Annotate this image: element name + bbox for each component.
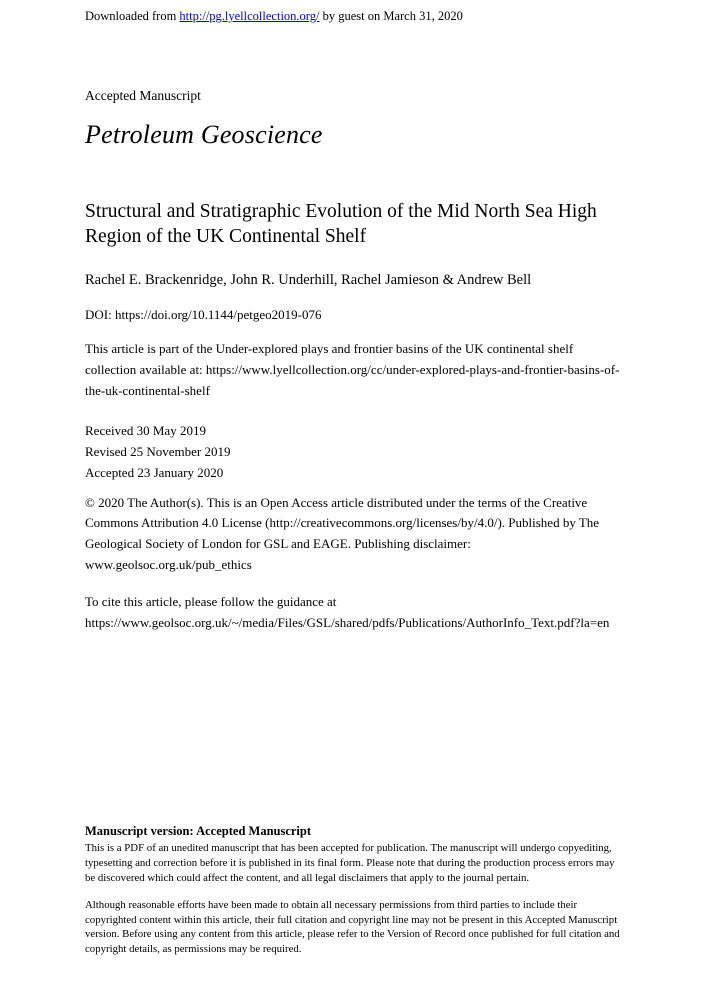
doi-line: DOI: https://doi.org/10.1144/petgeo2019-076 [85, 307, 322, 323]
download-banner-prefix: Downloaded from [85, 9, 180, 23]
revised-date: Revised 25 November 2019 [85, 443, 231, 459]
journal-name: Petroleum Geoscience [85, 120, 323, 150]
received-date: Received 30 May 2019 [85, 422, 206, 438]
footer-disclaimer [85, 824, 627, 957]
accepted-date: Accepted 23 January 2020 [85, 464, 224, 480]
citation-guidance: To cite this article, please follow the guidance at https://www.geolsoc.org.uk/~/media/Files/GSL/shared/pdfs/Publications/AuthorInfo_Text.pdf?la=en [85, 593, 610, 630]
disclaimer-paragraph-2: Although reasonable efforts have been made to obtain all necessary permissions from third parties to include their copyrighted content within this article, their full citation and copyright line may not be present in this Accepted Manuscript version. Before using any content from this article, please refer to the Version of Record once published for full citation and copyright details, as permissions may be required. [85, 898, 620, 956]
download-banner-suffix: by guest on March 31, 2020 [319, 9, 463, 23]
manuscript-status-label: Accepted Manuscript [85, 88, 201, 104]
manuscript-version-heading: Manuscript version: Accepted Manuscript [85, 824, 312, 838]
article-title: Structural and Stratigraphic Evolution of the Mid North Sea High Region of the UK Continental Shelf [85, 201, 597, 248]
collection-note: This article is part of the Under-explored plays and frontier basins of the UK continental shelf collection available at: https://www.lyellcollection.org/cc/under-explored-plays-and-frontier-basins-of-the-uk-continental-shelf [85, 341, 620, 398]
copyright-notice: © 2020 The Author(s). This is an Open Access article distributed under the terms of the Creative Commons Attribution 4.0 License (http://creativecommons.org/licenses/by/4.0/). Published by The Geological Society of London for GSL and EAGE. Publishing disclaimer: www.geolsoc.org.uk/pub_ethics [85, 494, 600, 572]
author-list: Rachel E. Brackenridge, John R. Underhill, Rachel Jamieson & Andrew Bell [85, 272, 532, 289]
disclaimer-paragraph-1: This is a PDF of an unedited manuscript that has been accepted for publication. The manuscript will undergo copyediting, typesetting and correction before it is published in its final form. Please note that during the production process errors may be discovered which could affect the content, and all legal disclaimers that apply to the journal pertain. [85, 842, 615, 884]
journal-homepage-link[interactable]: http://pg.lyellcollection.org/ [179, 9, 320, 23]
dates-block [85, 420, 622, 483]
download-banner [85, 8, 622, 24]
page-content [85, 0, 622, 633]
